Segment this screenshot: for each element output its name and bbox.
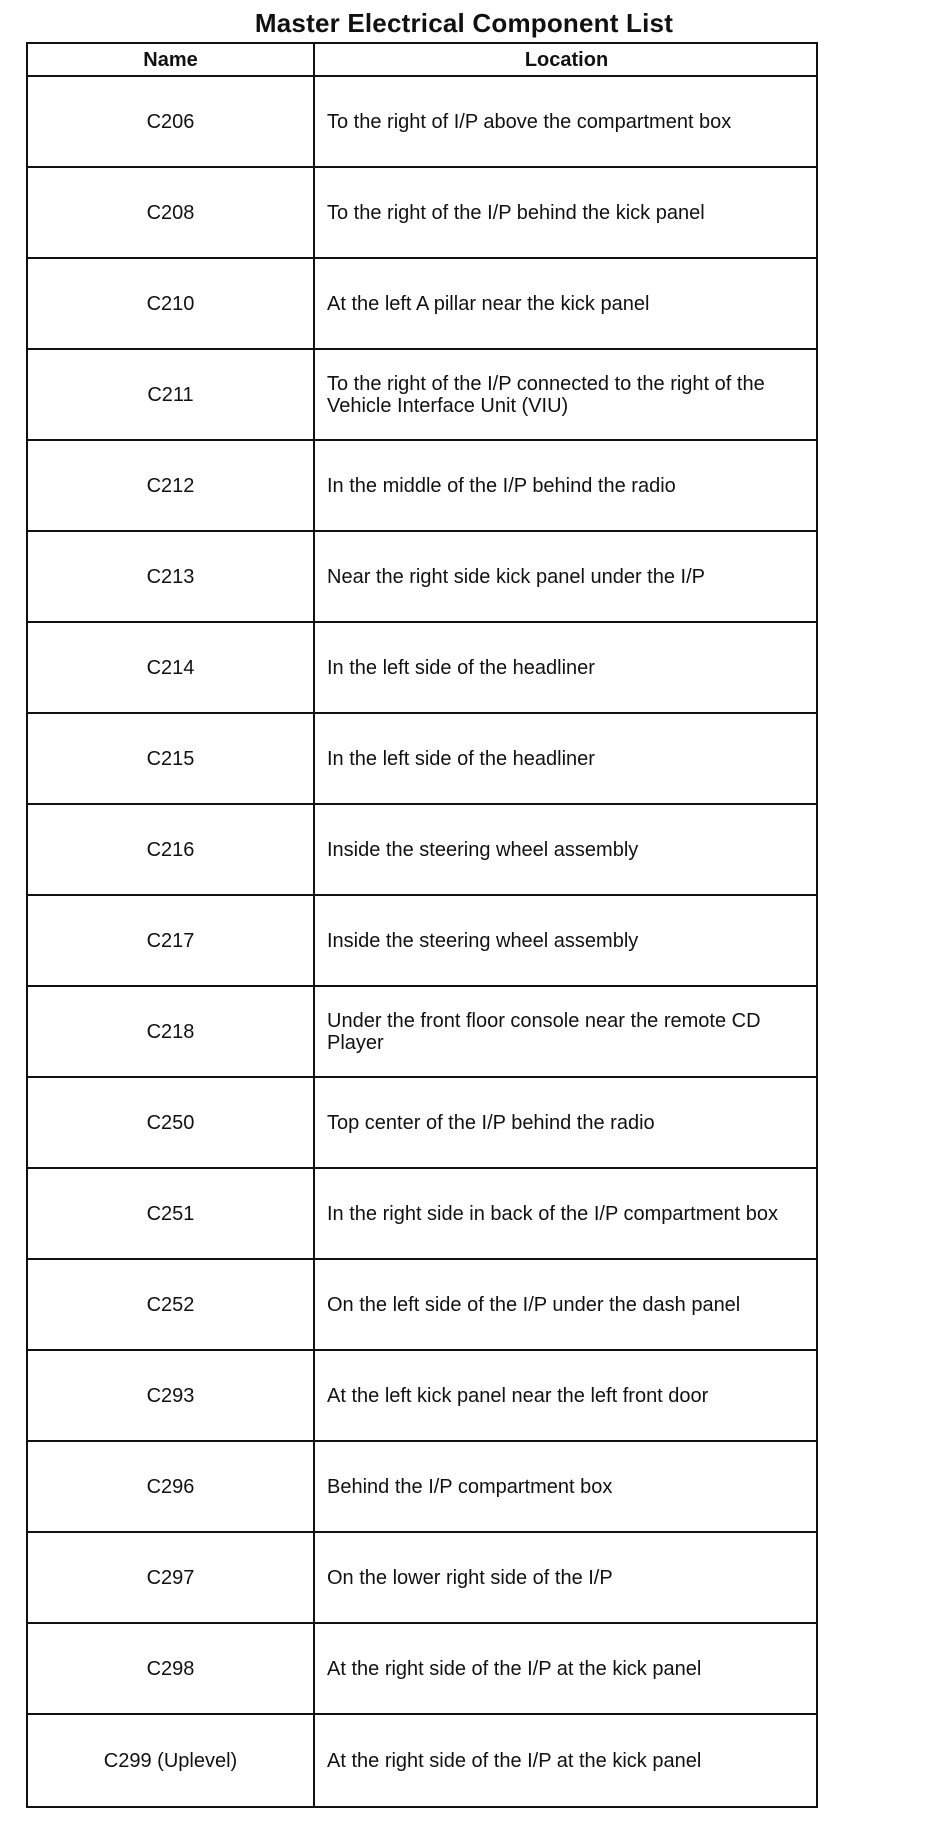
component-location: Behind the I/P compartment box xyxy=(327,1475,613,1498)
component-name: C250 xyxy=(28,1078,315,1167)
component-location: In the left side of the headliner xyxy=(327,747,595,770)
component-name: C252 xyxy=(28,1260,315,1349)
component-name: C296 xyxy=(28,1442,315,1531)
component-location: Top center of the I/P behind the radio xyxy=(327,1111,655,1134)
component-name: C299 (Uplevel) xyxy=(28,1715,315,1806)
table-row xyxy=(28,1533,816,1624)
table-row xyxy=(28,168,816,259)
component-location: At the left kick panel near the left front door xyxy=(327,1384,709,1407)
header-name: Name xyxy=(28,44,315,75)
table-row xyxy=(28,1715,816,1806)
page-title: Master Electrical Component List xyxy=(254,8,674,38)
table-row xyxy=(28,714,816,805)
header-location: Location xyxy=(524,48,609,71)
component-name: C218 xyxy=(28,987,315,1076)
component-location: Inside the steering wheel assembly xyxy=(327,929,639,952)
component-name: C206 xyxy=(28,77,315,166)
component-name: C211 xyxy=(28,350,315,439)
table-row xyxy=(28,987,816,1078)
component-name: C297 xyxy=(28,1533,315,1622)
component-location: Inside the steering wheel assembly xyxy=(327,838,639,861)
table-row xyxy=(28,259,816,350)
table-row xyxy=(28,1442,816,1533)
component-location: In the left side of the headliner xyxy=(327,656,595,679)
component-name: C212 xyxy=(28,441,315,530)
table-row xyxy=(28,350,816,441)
component-name: C293 xyxy=(28,1351,315,1440)
component-name: C214 xyxy=(28,623,315,712)
component-location: At the right side of the I/P at the kick panel xyxy=(327,1657,702,1680)
component-name: C208 xyxy=(28,168,315,257)
component-table xyxy=(26,42,818,1808)
component-location: To the right of the I/P behind the kick panel xyxy=(327,201,705,224)
table-row xyxy=(28,896,816,987)
table-row xyxy=(28,532,816,623)
table-row xyxy=(28,1624,816,1715)
component-name: C216 xyxy=(28,805,315,894)
component-location: On the left side of the I/P under the dash panel xyxy=(327,1293,741,1316)
component-location: To the right of the I/P connected to the right of the Vehicle Interface Unit (VIU) xyxy=(327,372,765,417)
table-row xyxy=(28,1351,816,1442)
table-row xyxy=(28,77,816,168)
table-row xyxy=(28,1078,816,1169)
component-name: C298 xyxy=(28,1624,315,1713)
table-header-row xyxy=(28,44,816,77)
table-row xyxy=(28,1169,816,1260)
component-location: To the right of I/P above the compartment box xyxy=(327,110,732,133)
component-name: C210 xyxy=(28,259,315,348)
component-location: On the lower right side of the I/P xyxy=(327,1566,613,1589)
component-location: At the left A pillar near the kick panel xyxy=(327,292,650,315)
component-location: At the right side of the I/P at the kick panel xyxy=(327,1749,702,1772)
table-row xyxy=(28,805,816,896)
component-name: C213 xyxy=(28,532,315,621)
table-row xyxy=(28,441,816,532)
table-row xyxy=(28,1260,816,1351)
component-location: In the right side in back of the I/P compartment box xyxy=(327,1202,778,1225)
component-location: In the middle of the I/P behind the radio xyxy=(327,474,676,497)
component-name: C215 xyxy=(28,714,315,803)
component-location: Under the front floor console near the remote CD Player xyxy=(327,1009,761,1054)
table-row xyxy=(28,623,816,714)
component-location: Near the right side kick panel under the I/P xyxy=(327,565,705,588)
component-name: C251 xyxy=(28,1169,315,1258)
component-name: C217 xyxy=(28,896,315,985)
